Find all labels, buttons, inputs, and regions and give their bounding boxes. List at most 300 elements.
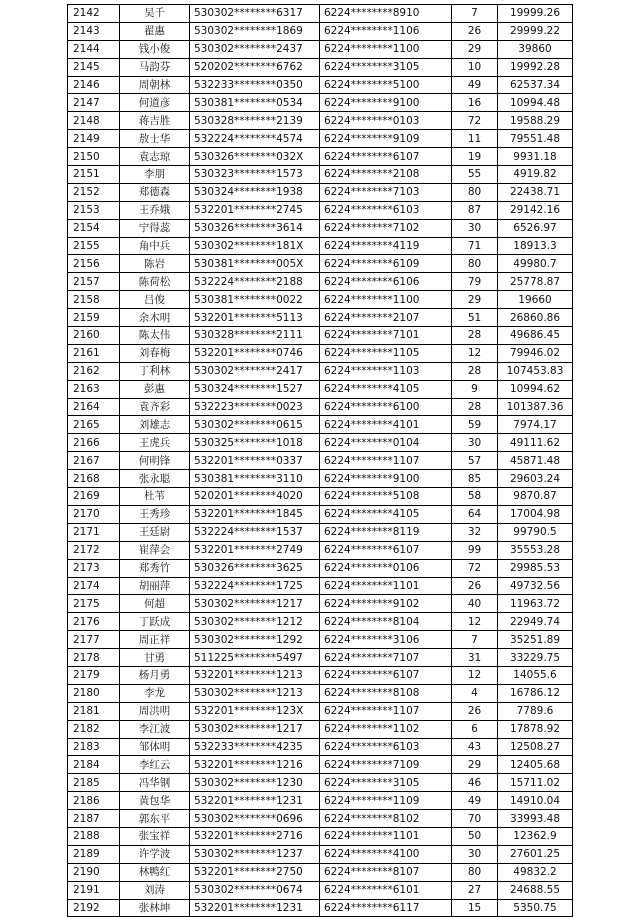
amount-cell: 5350.75 [498,899,573,917]
amount-cell: 29142.16 [498,201,573,219]
card-number-cell: 6224********7109 [320,756,452,774]
count-cell: 29 [452,291,498,309]
name-cell: 李红云 [120,756,190,774]
name-cell: 许学波 [120,845,190,863]
serial-number-cell: 2183 [68,738,120,756]
id-number-cell: 530302********1230 [190,774,320,792]
id-number-cell: 530324********1527 [190,380,320,398]
name-cell: 敖士华 [120,130,190,148]
serial-number-cell: 2165 [68,416,120,434]
count-cell: 29 [452,40,498,58]
id-number-cell: 530302********1212 [190,613,320,631]
name-cell: 陈岩 [120,255,190,273]
amount-cell: 15711.02 [498,774,573,792]
id-number-cell: 532233********4235 [190,738,320,756]
amount-cell: 49111.62 [498,434,573,452]
amount-cell: 25778.87 [498,273,573,291]
table-row [68,738,573,756]
card-number-cell: 6224********8104 [320,613,452,631]
serial-number-cell: 2156 [68,255,120,273]
id-number-cell: 530302********1217 [190,595,320,613]
name-cell: 郭东平 [120,810,190,828]
count-cell: 49 [452,792,498,810]
amount-cell: 99790.5 [498,523,573,541]
table-row [68,237,573,255]
table-row [68,505,573,523]
card-number-cell: 6224********8102 [320,810,452,828]
name-cell: 张林坤 [120,899,190,917]
serial-number-cell: 2160 [68,327,120,345]
table-row [68,649,573,667]
count-cell: 43 [452,738,498,756]
count-cell: 59 [452,416,498,434]
count-cell: 15 [452,899,498,917]
card-number-cell: 6224********3105 [320,58,452,76]
serial-number-cell: 2157 [68,273,120,291]
card-number-cell: 6224********4105 [320,505,452,523]
name-cell: 王廷尉 [120,523,190,541]
table-row [68,130,573,148]
count-cell: 28 [452,327,498,345]
amount-cell: 7974.17 [498,416,573,434]
table-row [68,219,573,237]
table-row [68,810,573,828]
serial-number-cell: 2182 [68,720,120,738]
table-row [68,76,573,94]
amount-cell: 19588.29 [498,112,573,130]
id-number-cell: 530381********005X [190,255,320,273]
count-cell: 46 [452,774,498,792]
name-cell: 马韵芬 [120,58,190,76]
card-number-cell: 6224********9100 [320,94,452,112]
name-cell: 袁齐彩 [120,398,190,416]
table-row [68,559,573,577]
serial-number-cell: 2147 [68,94,120,112]
card-number-cell: 6224********6101 [320,881,452,899]
card-number-cell: 6224********4100 [320,845,452,863]
count-cell: 79 [452,273,498,291]
serial-number-cell: 2171 [68,523,120,541]
card-number-cell: 6224********6107 [320,541,452,559]
amount-cell: 79551.48 [498,130,573,148]
serial-number-cell: 2154 [68,219,120,237]
name-cell: 宁得蕊 [120,219,190,237]
id-number-cell: 511225********5497 [190,649,320,667]
id-number-cell: 530302********6317 [190,5,320,23]
count-cell: 12 [452,344,498,362]
table-row [68,398,573,416]
count-cell: 32 [452,523,498,541]
name-cell: 余木明 [120,309,190,327]
table-row [68,380,573,398]
serial-number-cell: 2180 [68,684,120,702]
count-cell: 30 [452,845,498,863]
table-row [68,452,573,470]
table-row [68,684,573,702]
name-cell: 丁利林 [120,362,190,380]
serial-number-cell: 2155 [68,237,120,255]
card-number-cell: 6224********1101 [320,577,452,595]
serial-number-cell: 2149 [68,130,120,148]
id-number-cell: 530302********2437 [190,40,320,58]
id-number-cell: 530326********3625 [190,559,320,577]
id-number-cell: 532201********2745 [190,201,320,219]
count-cell: 71 [452,237,498,255]
card-number-cell: 6224********3106 [320,631,452,649]
card-number-cell: 6224********8108 [320,684,452,702]
amount-cell: 9931.18 [498,148,573,166]
amount-cell: 33993.48 [498,810,573,828]
amount-cell: 79946.02 [498,344,573,362]
serial-number-cell: 2169 [68,488,120,506]
table-row [68,148,573,166]
serial-number-cell: 2146 [68,76,120,94]
id-number-cell: 532201********1231 [190,792,320,810]
table-row [68,899,573,917]
card-number-cell: 6224********8119 [320,523,452,541]
card-number-cell: 6224********1106 [320,22,452,40]
table-row [68,613,573,631]
count-cell: 30 [452,219,498,237]
name-cell: 吴千 [120,5,190,23]
count-cell: 12 [452,613,498,631]
card-number-cell: 6224********0104 [320,434,452,452]
card-number-cell: 6224********6103 [320,738,452,756]
serial-number-cell: 2144 [68,40,120,58]
table-row [68,470,573,488]
count-cell: 9 [452,380,498,398]
table-row [68,863,573,881]
id-number-cell: 530302********0674 [190,881,320,899]
card-number-cell: 6224********6107 [320,148,452,166]
count-cell: 4 [452,684,498,702]
amount-cell: 11963.72 [498,595,573,613]
table-row [68,827,573,845]
document-page [67,4,572,917]
card-number-cell: 6224********9109 [320,130,452,148]
table-row [68,40,573,58]
card-number-cell: 6224********7102 [320,219,452,237]
name-cell: 郑德森 [120,183,190,201]
card-number-cell: 6224********8107 [320,863,452,881]
id-number-cell: 520202********6762 [190,58,320,76]
card-number-cell: 6224********2107 [320,309,452,327]
amount-cell: 19660 [498,291,573,309]
table-row [68,416,573,434]
name-cell: 陈荷松 [120,273,190,291]
name-cell: 杜苇 [120,488,190,506]
name-cell: 王虎兵 [120,434,190,452]
count-cell: 49 [452,76,498,94]
id-number-cell: 532201********2716 [190,827,320,845]
id-number-cell: 532201********123X [190,702,320,720]
id-number-cell: 532224********1725 [190,577,320,595]
id-number-cell: 532224********1537 [190,523,320,541]
count-cell: 28 [452,362,498,380]
serial-number-cell: 2190 [68,863,120,881]
serial-number-cell: 2151 [68,166,120,184]
amount-cell: 22949.74 [498,613,573,631]
amount-cell: 49832.2 [498,863,573,881]
table-row [68,291,573,309]
amount-cell: 33229.75 [498,649,573,667]
name-cell: 陈太伟 [120,327,190,345]
count-cell: 72 [452,559,498,577]
count-cell: 57 [452,452,498,470]
id-number-cell: 530325********1018 [190,434,320,452]
table-row [68,577,573,595]
name-cell: 黄包华 [120,792,190,810]
count-cell: 55 [452,166,498,184]
name-cell: 周正祥 [120,631,190,649]
name-cell: 角中兵 [120,237,190,255]
serial-number-cell: 2191 [68,881,120,899]
card-number-cell: 6224********5100 [320,76,452,94]
card-number-cell: 6224********7101 [320,327,452,345]
count-cell: 26 [452,577,498,595]
serial-number-cell: 2150 [68,148,120,166]
amount-cell: 107453.83 [498,362,573,380]
card-number-cell: 6224********2108 [320,166,452,184]
id-number-cell: 530328********2111 [190,327,320,345]
id-number-cell: 532201********2750 [190,863,320,881]
table-row [68,792,573,810]
table-row [68,541,573,559]
card-number-cell: 6224********1100 [320,291,452,309]
id-number-cell: 532223********0023 [190,398,320,416]
serial-number-cell: 2148 [68,112,120,130]
name-cell: 翟惠 [120,22,190,40]
serial-number-cell: 2164 [68,398,120,416]
id-number-cell: 530326********3614 [190,219,320,237]
table-row [68,22,573,40]
id-number-cell: 532201********0337 [190,452,320,470]
count-cell: 12 [452,666,498,684]
name-cell: 何明锋 [120,452,190,470]
id-number-cell: 530302********181X [190,237,320,255]
card-number-cell: 6224********6109 [320,255,452,273]
id-number-cell: 532224********4574 [190,130,320,148]
serial-number-cell: 2187 [68,810,120,828]
card-number-cell: 6224********5108 [320,488,452,506]
card-number-cell: 6224********6103 [320,201,452,219]
id-number-cell: 530381********3110 [190,470,320,488]
count-cell: 72 [452,112,498,130]
card-number-cell: 6224********0103 [320,112,452,130]
name-cell: 周洪明 [120,702,190,720]
amount-cell: 19999.26 [498,5,573,23]
table-row [68,201,573,219]
name-cell: 蒋吉胜 [120,112,190,130]
count-cell: 26 [452,702,498,720]
id-number-cell: 530324********1938 [190,183,320,201]
amount-cell: 10994.48 [498,94,573,112]
table-row [68,523,573,541]
amount-cell: 17004.98 [498,505,573,523]
id-number-cell: 532233********0350 [190,76,320,94]
amount-cell: 9870.87 [498,488,573,506]
amount-cell: 35251.89 [498,631,573,649]
table-row [68,58,573,76]
serial-number-cell: 2172 [68,541,120,559]
card-number-cell: 6224********1109 [320,792,452,810]
serial-number-cell: 2192 [68,899,120,917]
amount-cell: 49732.56 [498,577,573,595]
count-cell: 70 [452,810,498,828]
card-number-cell: 6224********0106 [320,559,452,577]
count-cell: 58 [452,488,498,506]
serial-number-cell: 2163 [68,380,120,398]
amount-cell: 17878.92 [498,720,573,738]
count-cell: 29 [452,756,498,774]
table-row [68,362,573,380]
serial-number-cell: 2152 [68,183,120,201]
serial-number-cell: 2145 [68,58,120,76]
serial-number-cell: 2143 [68,22,120,40]
name-cell: 钱小俊 [120,40,190,58]
name-cell: 何超 [120,595,190,613]
count-cell: 26 [452,22,498,40]
id-number-cell: 532201********1216 [190,756,320,774]
name-cell: 李江波 [120,720,190,738]
name-cell: 刘雄志 [120,416,190,434]
id-number-cell: 530302********1213 [190,684,320,702]
amount-cell: 6526.97 [498,219,573,237]
name-cell: 杨月勇 [120,666,190,684]
table-row [68,327,573,345]
name-cell: 吕俊 [120,291,190,309]
card-number-cell: 6224********1107 [320,702,452,720]
serial-number-cell: 2184 [68,756,120,774]
table-row [68,774,573,792]
name-cell: 冯华钢 [120,774,190,792]
serial-number-cell: 2174 [68,577,120,595]
serial-number-cell: 2167 [68,452,120,470]
serial-number-cell: 2177 [68,631,120,649]
id-number-cell: 530326********032X [190,148,320,166]
count-cell: 51 [452,309,498,327]
table-row [68,112,573,130]
serial-number-cell: 2158 [68,291,120,309]
amount-cell: 35553.28 [498,541,573,559]
id-number-cell: 530302********1292 [190,631,320,649]
id-number-cell: 532224********2188 [190,273,320,291]
name-cell: 李龙 [120,684,190,702]
count-cell: 64 [452,505,498,523]
name-cell: 袁志琼 [120,148,190,166]
serial-number-cell: 2162 [68,362,120,380]
records-table [67,4,573,917]
card-number-cell: 6224********6107 [320,666,452,684]
serial-number-cell: 2181 [68,702,120,720]
amount-cell: 29999.22 [498,22,573,40]
table-row [68,595,573,613]
amount-cell: 29603.24 [498,470,573,488]
card-number-cell: 6224********4105 [320,380,452,398]
count-cell: 28 [452,398,498,416]
serial-number-cell: 2185 [68,774,120,792]
serial-number-cell: 2142 [68,5,120,23]
card-number-cell: 6224********6106 [320,273,452,291]
amount-cell: 45871.48 [498,452,573,470]
card-number-cell: 6224********3105 [320,774,452,792]
card-number-cell: 6224********1105 [320,344,452,362]
count-cell: 99 [452,541,498,559]
count-cell: 10 [452,58,498,76]
count-cell: 19 [452,148,498,166]
name-cell: 张永聪 [120,470,190,488]
count-cell: 40 [452,595,498,613]
amount-cell: 16786.12 [498,684,573,702]
id-number-cell: 530381********0534 [190,94,320,112]
name-cell: 张宝祥 [120,827,190,845]
count-cell: 7 [452,5,498,23]
card-number-cell: 6224********7107 [320,649,452,667]
name-cell: 林鸭红 [120,863,190,881]
id-number-cell: 532201********5113 [190,309,320,327]
table-row [68,720,573,738]
table-row [68,166,573,184]
card-number-cell: 6224********6100 [320,398,452,416]
amount-cell: 49686.45 [498,327,573,345]
serial-number-cell: 2173 [68,559,120,577]
serial-number-cell: 2179 [68,666,120,684]
id-number-cell: 530302********1237 [190,845,320,863]
id-number-cell: 532201********1231 [190,899,320,917]
count-cell: 31 [452,649,498,667]
count-cell: 16 [452,94,498,112]
table-row [68,344,573,362]
table-row [68,273,573,291]
serial-number-cell: 2186 [68,792,120,810]
name-cell: 王秀珍 [120,505,190,523]
id-number-cell: 520201********4020 [190,488,320,506]
id-number-cell: 530302********2417 [190,362,320,380]
table-row [68,309,573,327]
count-cell: 87 [452,201,498,219]
amount-cell: 39860 [498,40,573,58]
amount-cell: 10994.62 [498,380,573,398]
id-number-cell: 530381********0022 [190,291,320,309]
card-number-cell: 6224********1102 [320,720,452,738]
serial-number-cell: 2189 [68,845,120,863]
count-cell: 80 [452,183,498,201]
serial-number-cell: 2175 [68,595,120,613]
serial-number-cell: 2159 [68,309,120,327]
card-number-cell: 6224********7103 [320,183,452,201]
amount-cell: 62537.34 [498,76,573,94]
table-row [68,94,573,112]
name-cell: 胡丽萍 [120,577,190,595]
count-cell: 85 [452,470,498,488]
card-number-cell: 6224********1100 [320,40,452,58]
amount-cell: 12508.27 [498,738,573,756]
amount-cell: 19992.28 [498,58,573,76]
count-cell: 11 [452,130,498,148]
serial-number-cell: 2153 [68,201,120,219]
name-cell: 甘勇 [120,649,190,667]
amount-cell: 29985.53 [498,559,573,577]
count-cell: 27 [452,881,498,899]
amount-cell: 22438.71 [498,183,573,201]
count-cell: 6 [452,720,498,738]
serial-number-cell: 2176 [68,613,120,631]
count-cell: 50 [452,827,498,845]
card-number-cell: 6224********8910 [320,5,452,23]
count-cell: 80 [452,255,498,273]
id-number-cell: 532201********2749 [190,541,320,559]
name-cell: 崔萍会 [120,541,190,559]
